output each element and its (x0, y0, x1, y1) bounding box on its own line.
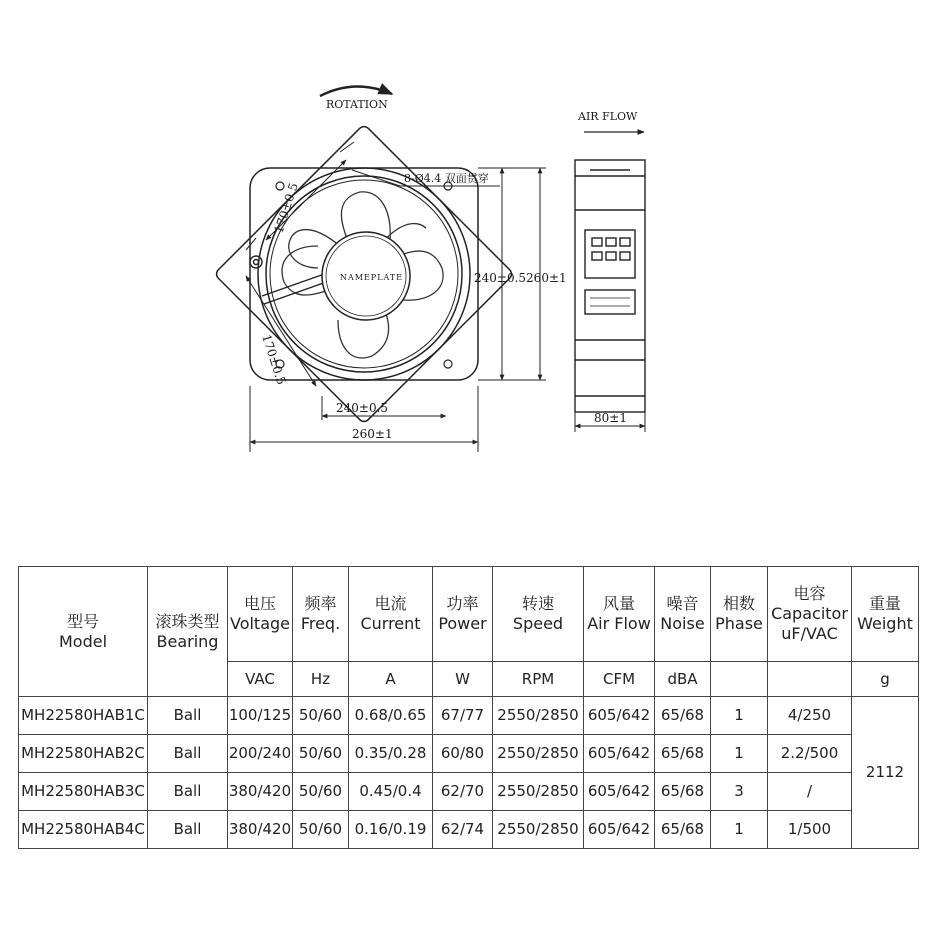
header-weight: 重量 Weight (852, 567, 919, 662)
cell-model: MH22580HAB4C (19, 811, 148, 849)
cell-noise: 65/68 (655, 697, 711, 735)
dim-width-outer: 260±1 (352, 427, 393, 441)
cell-speed: 2550/2850 (493, 773, 584, 811)
cell-voltage: 200/240 (228, 735, 293, 773)
cell-freq: 50/60 (293, 773, 349, 811)
cell-current: 0.16/0.19 (349, 811, 433, 849)
header-voltage: 电压 Voltage (228, 567, 293, 662)
unit-weight: g (852, 662, 919, 697)
cell-power: 67/77 (433, 697, 493, 735)
cell-speed: 2550/2850 (493, 697, 584, 735)
cell-voltage: 100/125 (228, 697, 293, 735)
unit-noise: dBA (655, 662, 711, 697)
hole-note: 8-Ø4.4 双面贯穿 (404, 172, 489, 185)
cell-model: MH22580HAB2C (19, 735, 148, 773)
unit-phase (711, 662, 768, 697)
cell-speed: 2550/2850 (493, 735, 584, 773)
dim-diag-bottom: 170±0.5 (259, 332, 289, 387)
cell-airflow: 605/642 (584, 735, 655, 773)
header-speed: 转速 Speed (493, 567, 584, 662)
cell-airflow: 605/642 (584, 773, 655, 811)
cell-bearing: Ball (148, 735, 228, 773)
rotation-label: ROTATION (326, 98, 388, 111)
unit-current: A (349, 662, 433, 697)
unit-voltage: VAC (228, 662, 293, 697)
cell-weight: 2112 (852, 697, 919, 849)
unit-airflow: CFM (584, 662, 655, 697)
cell-capacitor: 1/500 (768, 811, 852, 849)
spec-table (18, 566, 919, 849)
cell-airflow: 605/642 (584, 697, 655, 735)
table-row (19, 697, 919, 735)
unit-freq: Hz (293, 662, 349, 697)
dim-diag-top: 170±0.5 (271, 181, 301, 235)
cell-power: 62/74 (433, 811, 493, 849)
fan-side-view (575, 160, 645, 412)
cell-bearing: Ball (148, 697, 228, 735)
nameplate-label: NAMEPLATE (340, 273, 404, 282)
motor-arm (250, 256, 332, 304)
table-row (19, 735, 919, 773)
cell-bearing: Ball (148, 773, 228, 811)
cell-phase: 1 (711, 697, 768, 735)
cell-model: MH22580HAB1C (19, 697, 148, 735)
header-noise: 噪音 Noise (655, 567, 711, 662)
table-row (19, 811, 919, 849)
cell-voltage: 380/420 (228, 773, 293, 811)
cell-noise: 65/68 (655, 773, 711, 811)
cell-freq: 50/60 (293, 735, 349, 773)
cell-freq: 50/60 (293, 697, 349, 735)
unit-power: W (433, 662, 493, 697)
header-freq: 频率 Freq. (293, 567, 349, 662)
dim-depth: 80±1 (594, 411, 627, 425)
cell-current: 0.68/0.65 (349, 697, 433, 735)
cell-power: 60/80 (433, 735, 493, 773)
cell-phase: 3 (711, 773, 768, 811)
cell-current: 0.45/0.4 (349, 773, 433, 811)
header-capacitor: 电容 Capacitor uF/VAC (768, 567, 852, 662)
cell-freq: 50/60 (293, 811, 349, 849)
cell-bearing: Ball (148, 811, 228, 849)
unit-speed: RPM (493, 662, 584, 697)
table-row (19, 773, 919, 811)
cell-capacitor: 2.2/500 (768, 735, 852, 773)
header-bearing: 滚珠类型 Bearing (148, 567, 228, 697)
dim-height: 240±0.5260±1 (474, 271, 567, 285)
cell-capacitor: 4/250 (768, 697, 852, 735)
cell-noise: 65/68 (655, 811, 711, 849)
cell-phase: 1 (711, 735, 768, 773)
cell-phase: 1 (711, 811, 768, 849)
rotation-arrow-icon (320, 86, 392, 96)
cell-current: 0.35/0.28 (349, 735, 433, 773)
cell-power: 62/70 (433, 773, 493, 811)
cell-model: MH22580HAB3C (19, 773, 148, 811)
unit-capacitor (768, 662, 852, 697)
header-phase: 相数 Phase (711, 567, 768, 662)
cell-noise: 65/68 (655, 735, 711, 773)
cell-voltage: 380/420 (228, 811, 293, 849)
horizontal-dimensions (250, 386, 478, 452)
header-airflow: 风量 Air Flow (584, 567, 655, 662)
cell-capacitor: / (768, 773, 852, 811)
header-model: 型号 Model (19, 567, 148, 697)
airflow-label: AIR FLOW (578, 110, 638, 123)
header-power: 功率 Power (433, 567, 493, 662)
header-current: 电流 Current (349, 567, 433, 662)
cell-airflow: 605/642 (584, 811, 655, 849)
dim-width-inner: 240±0.5 (336, 401, 389, 415)
header-row (19, 567, 919, 662)
cell-speed: 2550/2850 (493, 811, 584, 849)
